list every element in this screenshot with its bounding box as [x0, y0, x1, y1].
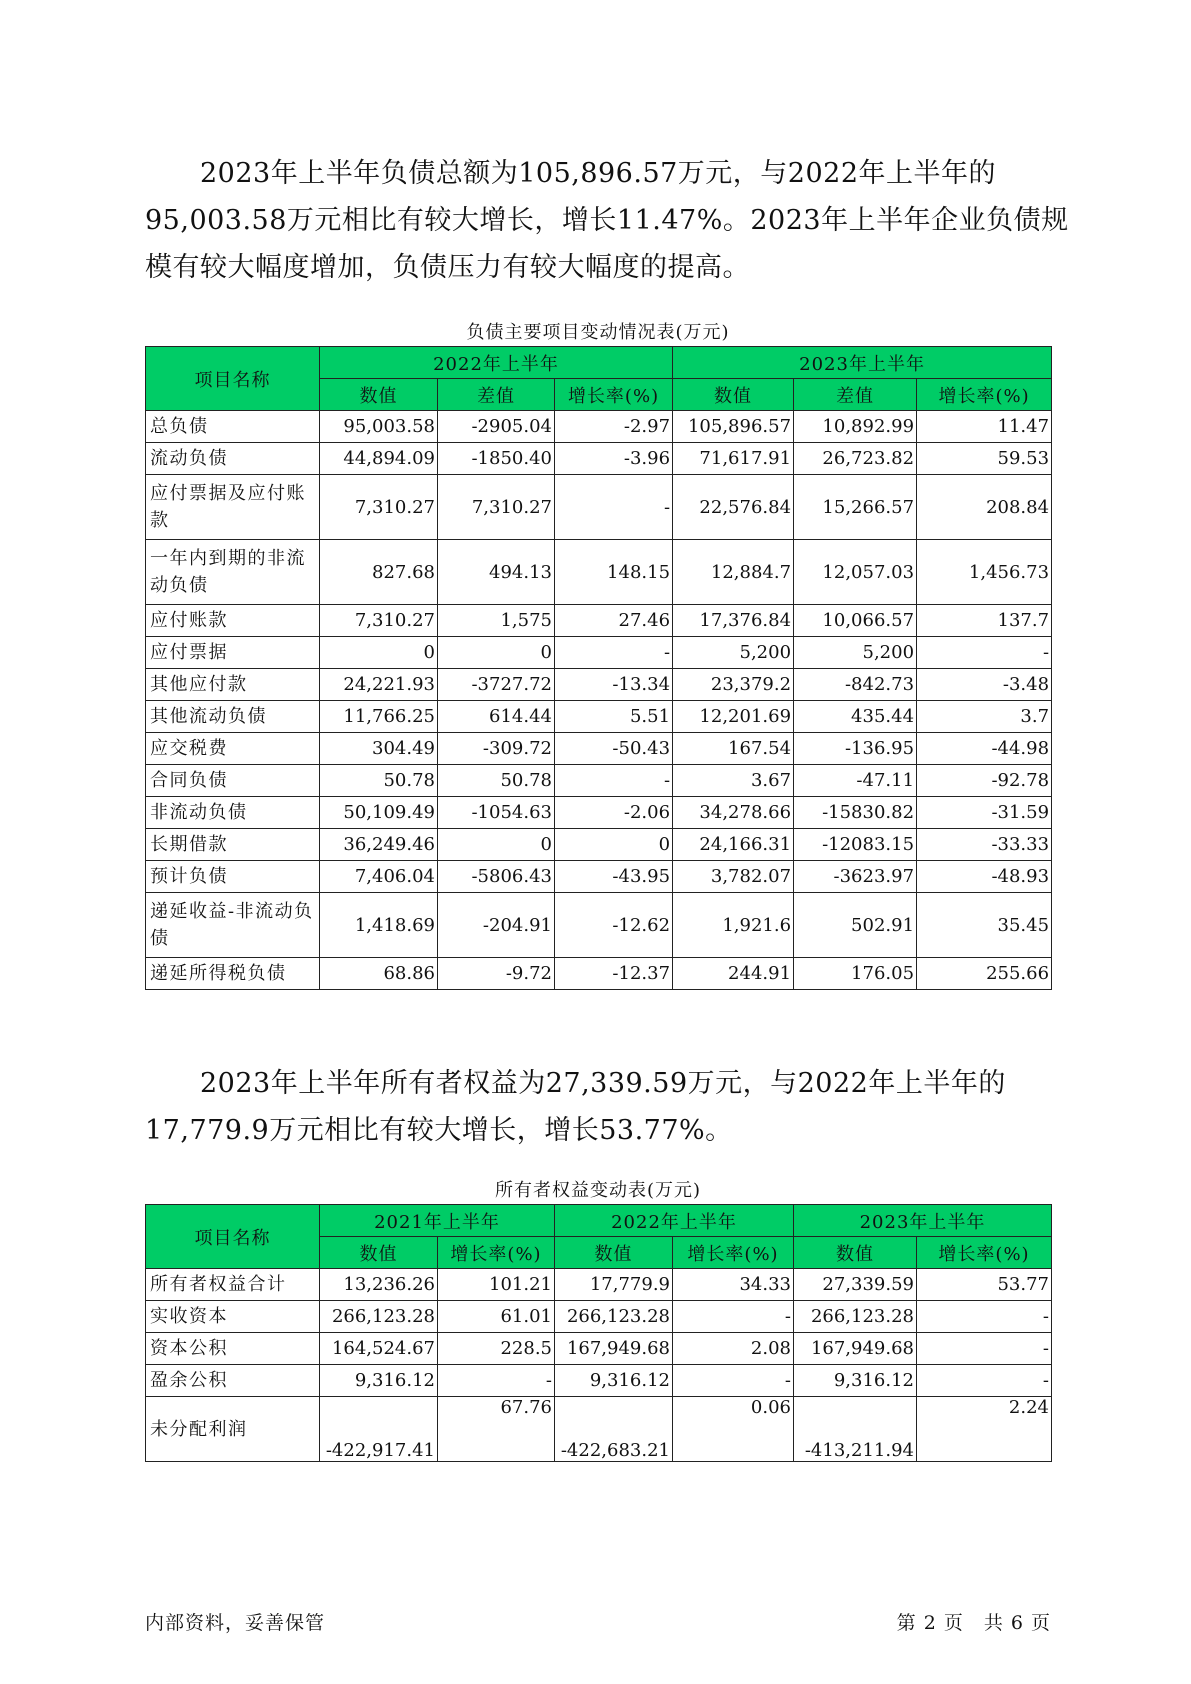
table-cell: 266,123.28 [555, 1301, 673, 1333]
table-cell: 266,123.28 [320, 1301, 438, 1333]
table-cell: 27.46 [555, 605, 673, 637]
table-cell: 7,310.27 [438, 475, 555, 540]
table-row [146, 1397, 1052, 1462]
table-cell: 22,576.84 [673, 475, 794, 540]
table-cell: - [917, 1365, 1052, 1397]
table-row [146, 958, 1052, 990]
table-cell: -2905.04 [438, 411, 555, 443]
table-cell: -12.37 [555, 958, 673, 990]
table-cell: -48.93 [917, 861, 1052, 893]
table-cell: 50.78 [438, 765, 555, 797]
table-cell: - [917, 1333, 1052, 1365]
header-item-name: 项目名称 [146, 1205, 320, 1269]
table-cell: - [917, 1301, 1052, 1333]
table-cell: 67.76 [438, 1397, 555, 1462]
row-label: 实收资本 [146, 1301, 320, 1333]
row-label: 应付账款 [146, 605, 320, 637]
header-rate-2022: 增长率(%) [555, 379, 673, 411]
table-cell: 12,057.03 [794, 540, 917, 605]
table-row [146, 1333, 1052, 1365]
row-label: 应付票据及应付账款 [146, 475, 320, 540]
table-cell: 50,109.49 [320, 797, 438, 829]
table-cell: 11,766.25 [320, 701, 438, 733]
table-cell: 167,949.68 [794, 1333, 917, 1365]
header-value-2021: 数值 [320, 1237, 438, 1269]
table-cell: 3.67 [673, 765, 794, 797]
table-cell: 5.51 [555, 701, 673, 733]
table-row [146, 605, 1052, 637]
header-diff-2023: 差值 [794, 379, 917, 411]
table-cell: 164,524.67 [320, 1333, 438, 1365]
table-cell: - [555, 765, 673, 797]
table-cell: 5,200 [794, 637, 917, 669]
table-cell: -43.95 [555, 861, 673, 893]
row-label: 总负债 [146, 411, 320, 443]
table-cell: -31.59 [917, 797, 1052, 829]
table-row [146, 1269, 1052, 1301]
header-value-2022: 数值 [320, 379, 438, 411]
table-cell: 34,278.66 [673, 797, 794, 829]
table-cell: 17,376.84 [673, 605, 794, 637]
table-cell: 10,892.99 [794, 411, 917, 443]
table-row [146, 733, 1052, 765]
header-group-2023: 2023年上半年 [673, 347, 1052, 379]
table-cell: 614.44 [438, 701, 555, 733]
header-value-2023: 数值 [673, 379, 794, 411]
row-label: 其他流动负债 [146, 701, 320, 733]
liabilities-table-caption: 负债主要项目变动情况表(万元) [466, 322, 730, 343]
table-cell: 11.47 [917, 411, 1052, 443]
table-cell: -3727.72 [438, 669, 555, 701]
table-row [146, 1365, 1052, 1397]
table-cell: 9,316.12 [320, 1365, 438, 1397]
row-label: 长期借款 [146, 829, 320, 861]
liabilities-paragraph: 2023年上半年负债总额为105,896.57万元，与2022年上半年的95,003.58万元相比有较大增长，增长11.47%。2023年上半年企业负债规模有较大幅度增加，负债压力有较大幅度的提高。 [145, 158, 1069, 283]
header-group-2022: 2022年上半年 [555, 1205, 794, 1237]
table-row [146, 1301, 1052, 1333]
table-cell: 27,339.59 [794, 1269, 917, 1301]
table-cell: 9,316.12 [555, 1365, 673, 1397]
table-cell: 105,896.57 [673, 411, 794, 443]
table-row [146, 475, 1052, 540]
table-cell: -33.33 [917, 829, 1052, 861]
table-cell: 12,884.7 [673, 540, 794, 605]
table-cell: -50.43 [555, 733, 673, 765]
table-cell: 494.13 [438, 540, 555, 605]
table-cell: 1,456.73 [917, 540, 1052, 605]
table-row [146, 443, 1052, 475]
table-cell: 208.84 [917, 475, 1052, 540]
table-cell: -422,917.41 [320, 1397, 438, 1462]
table-cell: 95,003.58 [320, 411, 438, 443]
table-cell: 0 [438, 829, 555, 861]
table-cell: 53.77 [917, 1269, 1052, 1301]
equity-table-caption: 所有者权益变动表(万元) [494, 1180, 702, 1201]
table-cell: 9,316.12 [794, 1365, 917, 1397]
table-cell: - [673, 1365, 794, 1397]
table-row [146, 861, 1052, 893]
header-rate-2022: 增长率(%) [673, 1237, 794, 1269]
table-cell: 0 [555, 829, 673, 861]
row-label: 递延收益-非流动负债 [146, 893, 320, 958]
table-cell: 101.21 [438, 1269, 555, 1301]
table-cell: - [673, 1301, 794, 1333]
row-label: 其他应付款 [146, 669, 320, 701]
table-cell: - [438, 1365, 555, 1397]
equity-paragraph: 2023年上半年所有者权益为27,339.59万元，与2022年上半年的17,779.9万元相比有较大增长，增长53.77%。 [145, 1068, 1006, 1146]
liabilities-table [145, 346, 1052, 990]
table-cell: 26,723.82 [794, 443, 917, 475]
header-value-2023: 数值 [794, 1237, 917, 1269]
table-cell: 24,221.93 [320, 669, 438, 701]
table-cell: 827.68 [320, 540, 438, 605]
table-cell: -136.95 [794, 733, 917, 765]
table-cell: -1850.40 [438, 443, 555, 475]
header-value-2022: 数值 [555, 1237, 673, 1269]
header-rate-2021: 增长率(%) [438, 1237, 555, 1269]
row-label: 应付票据 [146, 637, 320, 669]
table-cell: 304.49 [320, 733, 438, 765]
table-cell: 148.15 [555, 540, 673, 605]
footer-page-number: 第 2 页 共 6 页 [896, 1612, 1051, 1634]
table-cell: 266,123.28 [794, 1301, 917, 1333]
table-cell: 44,894.09 [320, 443, 438, 475]
row-label: 合同负债 [146, 765, 320, 797]
table-cell: 15,266.57 [794, 475, 917, 540]
table-cell: 35.45 [917, 893, 1052, 958]
row-label: 未分配利润 [146, 1397, 320, 1462]
row-label: 一年内到期的非流动负债 [146, 540, 320, 605]
table-cell: 50.78 [320, 765, 438, 797]
row-label: 应交税费 [146, 733, 320, 765]
table-row [146, 765, 1052, 797]
table-cell: -2.06 [555, 797, 673, 829]
table-cell: 10,066.57 [794, 605, 917, 637]
table-cell: 0 [438, 637, 555, 669]
table-cell: -92.78 [917, 765, 1052, 797]
header-group-2021: 2021年上半年 [320, 1205, 555, 1237]
table-cell: 1,921.6 [673, 893, 794, 958]
table-cell: 167.54 [673, 733, 794, 765]
footer-confidential-note: 内部资料，妥善保管 [145, 1612, 326, 1634]
table-cell: 36,249.46 [320, 829, 438, 861]
table-cell: 0.06 [673, 1397, 794, 1462]
table-row [146, 637, 1052, 669]
table-cell: -44.98 [917, 733, 1052, 765]
table-cell: -204.91 [438, 893, 555, 958]
row-label: 所有者权益合计 [146, 1269, 320, 1301]
table-cell: -15830.82 [794, 797, 917, 829]
table-cell: -12.62 [555, 893, 673, 958]
header-item-name: 项目名称 [146, 347, 320, 411]
table-cell: 12,201.69 [673, 701, 794, 733]
table-cell: 7,310.27 [320, 475, 438, 540]
table-row [146, 540, 1052, 605]
table-cell: -309.72 [438, 733, 555, 765]
table-cell: 24,166.31 [673, 829, 794, 861]
table-cell: 17,779.9 [555, 1269, 673, 1301]
table-cell: 435.44 [794, 701, 917, 733]
row-label: 流动负债 [146, 443, 320, 475]
row-label: 非流动负债 [146, 797, 320, 829]
table-cell: -842.73 [794, 669, 917, 701]
table-cell: 0 [320, 637, 438, 669]
table-row [146, 829, 1052, 861]
table-cell: -413,211.94 [794, 1397, 917, 1462]
table-cell: - [917, 637, 1052, 669]
table-cell: 255.66 [917, 958, 1052, 990]
table-cell: -12083.15 [794, 829, 917, 861]
table-cell: - [555, 475, 673, 540]
table-cell: 59.53 [917, 443, 1052, 475]
table-cell: 5,200 [673, 637, 794, 669]
table-cell: 68.86 [320, 958, 438, 990]
table-cell: 2.08 [673, 1333, 794, 1365]
table-cell: 167,949.68 [555, 1333, 673, 1365]
table-cell: 7,310.27 [320, 605, 438, 637]
table-cell: -3.96 [555, 443, 673, 475]
header-diff-2022: 差值 [438, 379, 555, 411]
table-cell: 13,236.26 [320, 1269, 438, 1301]
table-cell: -2.97 [555, 411, 673, 443]
table-cell: 1,575 [438, 605, 555, 637]
table-row [146, 893, 1052, 958]
table-cell: -422,683.21 [555, 1397, 673, 1462]
table-cell: 244.91 [673, 958, 794, 990]
row-label: 资本公积 [146, 1333, 320, 1365]
table-cell: 34.33 [673, 1269, 794, 1301]
header-rate-2023: 增长率(%) [917, 379, 1052, 411]
table-cell: - [555, 637, 673, 669]
table-cell: -3.48 [917, 669, 1052, 701]
row-label: 递延所得税负债 [146, 958, 320, 990]
table-cell: -9.72 [438, 958, 555, 990]
table-row [146, 797, 1052, 829]
table-cell: 3,782.07 [673, 861, 794, 893]
table-cell: 137.7 [917, 605, 1052, 637]
table-cell: 2.24 [917, 1397, 1052, 1462]
equity-table [145, 1204, 1052, 1462]
row-label: 预计负债 [146, 861, 320, 893]
table-cell: 71,617.91 [673, 443, 794, 475]
header-rate-2023: 增长率(%) [917, 1237, 1052, 1269]
table-cell: 3.7 [917, 701, 1052, 733]
table-cell: 228.5 [438, 1333, 555, 1365]
header-group-2022: 2022年上半年 [320, 347, 673, 379]
table-cell: -13.34 [555, 669, 673, 701]
table-cell: 23,379.2 [673, 669, 794, 701]
table-cell: 7,406.04 [320, 861, 438, 893]
table-row [146, 701, 1052, 733]
table-cell: -47.11 [794, 765, 917, 797]
table-row [146, 669, 1052, 701]
table-cell: -3623.97 [794, 861, 917, 893]
table-row [146, 411, 1052, 443]
table-cell: 176.05 [794, 958, 917, 990]
header-group-2023: 2023年上半年 [794, 1205, 1052, 1237]
table-cell: 61.01 [438, 1301, 555, 1333]
row-label: 盈余公积 [146, 1365, 320, 1397]
table-cell: 1,418.69 [320, 893, 438, 958]
table-cell: -1054.63 [438, 797, 555, 829]
table-cell: 502.91 [794, 893, 917, 958]
table-cell: -5806.43 [438, 861, 555, 893]
